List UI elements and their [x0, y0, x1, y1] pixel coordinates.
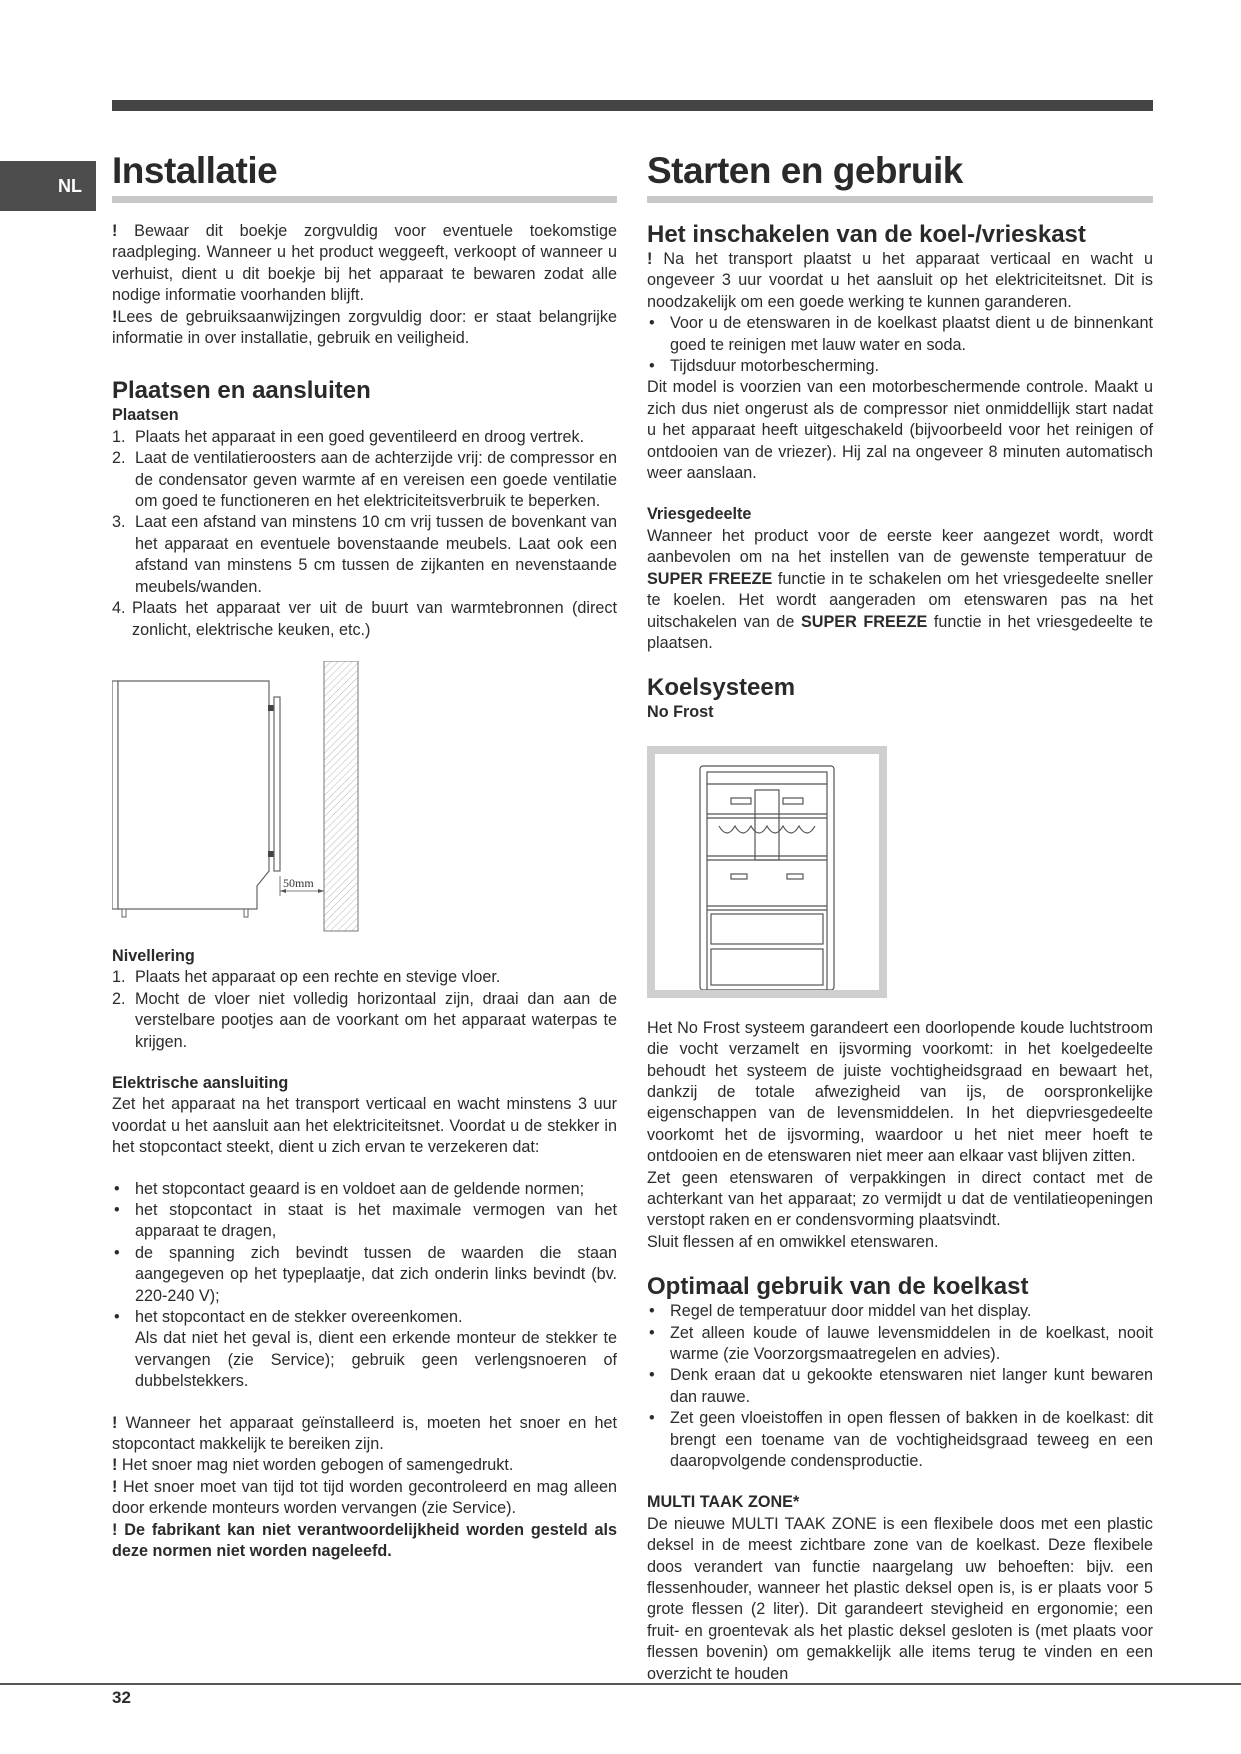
list-item: • het stopcontact geaard is en voldoet aan de geldende normen;	[114, 1179, 585, 1198]
motorbescherming-paragraph: Dit model is voorzien van een motorbeschermende controle. Maakt u zich dus niet ongerust als de compressor niet onmiddellijk start nadat u het apparaat heeft uitgeschakeld (bijvoorbeeld voor het reinigen of ontdooien van de vriezer). Hij zal na ongeveer 8 minuten automatisch weer aanslaan.	[647, 378, 1153, 483]
fridge-interior-illustration	[655, 754, 879, 990]
subheading-plaatsen: Plaatsen	[112, 406, 179, 425]
section-title-installatie: Installatie	[112, 150, 617, 203]
no-frost-paragraph-1: Het No Frost systeem garandeert een doorlopende koude luchtstroom die vocht verzamelt en ijsvorming voorkomt: in het koelgedeelte behoudt het systeem de juiste vochtigheidsgraad en bewaart het, dankzij de totale afwezigheid van ijs, de oorspronkelijke eigenschappen van de levensmiddelen. In het diepvriesgedeelte voorkomt het de ijsvorming, waardoor u het niet meer hoeft te ontdooien en de etenswaren niet meer aan elkaar vast blijven zitten.	[647, 1018, 1153, 1166]
inschakelen-list	[647, 313, 1153, 377]
dimension-label: 50mm	[283, 875, 314, 890]
no-frost-paragraph-3: Sluit flessen af en omwikkel etenswaren.	[647, 1232, 939, 1251]
subheading-elektrische-aansluiting: Elektrische aansluiting	[112, 1073, 289, 1092]
list-item: • de spanning zich bevindt tussen de waarden die staan aangegeven op het typeplaatje, dat zich onderin links bevindt (bv. 220-240 V);	[114, 1243, 617, 1305]
list-item: • Tijdsduur motorbescherming.	[649, 357, 880, 376]
inschakelen-paragraph: ! Na het transport plaatst u het apparaat verticaal en wacht u ongeveer 3 uur voordat u het aansluit op het elektriciteitsnet. Dit is noodzakelijk om een goede werking te kunnen garanderen.	[647, 250, 1154, 311]
warning-1: ! Wanneer het apparaat geïnstalleerd is, moeten het snoer en het stopcontact makkelijk te bereiken zijn.	[112, 1413, 618, 1454]
list-item: • het stopcontact en de stekker overeenkomen.	[114, 1308, 463, 1326]
subheading-no-frost: No Frost	[647, 703, 714, 722]
plaatsen-list	[112, 427, 617, 641]
installation-clearance-diagram	[112, 661, 382, 946]
list-item: • Zet alleen koude of lauwe levensmiddelen in de koelkast, nooit warme (zie Voorzorgsmaatregelen en advies).	[649, 1323, 1153, 1363]
list-item: 1. Plaats het apparaat in een goed geventileerd en droog vertrek.	[112, 427, 585, 446]
no-frost-paragraph-2: Zet geen etenswaren of verpakkingen in direct contact met de achterkant van het apparaat; zo vermijdt u dat de ventilatieopeningen verstopt raken en er condensvorming plaatsvindt.	[647, 1168, 1153, 1230]
warning-4: ! De fabrikant kan niet verantwoordelijkheid worden gesteld als deze normen niet worden nageleefd.	[112, 1520, 617, 1561]
heading-optimaal-gebruik: Optimaal gebruik van de koelkast	[647, 1273, 1029, 1301]
fridge-interior-image	[647, 746, 887, 998]
list-item: 1. Plaats het apparaat op een rechte en stevige vloer.	[112, 968, 501, 987]
section-title-starten: Starten en gebruik	[647, 150, 1153, 203]
warning-mark: !	[112, 307, 118, 326]
list-item: • Denk eraan dat u gekookte etenswaren niet langer kunt bewaren dan rauwe.	[649, 1366, 1153, 1406]
list-item: • Zet geen vloeistoffen in open flessen of bakken in de koelkast: dit brengt een toename van de vochtigheidsgraad teweeg en een daaropvolgende condensproductie.	[649, 1409, 1153, 1471]
top-rule	[112, 100, 1153, 111]
warning-2: ! Het snoer mag niet worden gebogen of samengedrukt.	[112, 1456, 514, 1475]
elektrisch-checklist	[112, 1179, 617, 1329]
list-item: • Voor u de etenswaren in de koelkast plaatst dient u de binnenkant goed te reinigen met lauw water en soda.	[649, 314, 1153, 354]
list-item: 2. Mocht de vloer niet volledig horizontaal zijn, draai dan aan de verstelbare pootjes aan de voorkant om het apparaat waterpas te krijgen.	[112, 989, 617, 1051]
right-column	[647, 150, 1153, 1685]
intro-paragraph-2: !Lees de gebruiksaanwijzingen zorgvuldig door: er staat belangrijke informatie in over installatie, gebruik en veiligheid.	[112, 307, 617, 348]
heading-plaatsen-aansluiten: Plaatsen en aansluiten	[112, 377, 371, 405]
list-item: 2. Laat de ventilatieroosters aan de achterzijde vrij: de compressor en de condensator geven warmte af en vereisen een goede ventilatie om goed te functioneren en het elektriciteitsverbruik te beperken.	[112, 449, 617, 511]
warning-mark: !	[112, 222, 118, 240]
nivellering-list	[112, 967, 617, 1053]
elektrisch-intro: Zet het apparaat na het transport verticaal en wacht minstens 3 uur voordat u het aansluit aan het elektriciteitsnet. Voordat u de stekker in het stopcontact steekt, dient u zich ervan te verzekeren dat:	[112, 1095, 617, 1157]
bottom-rule	[0, 1683, 1241, 1685]
list-item: 3. Laat een afstand van minstens 10 cm vrij tussen de bovenkant van het apparaat en eventuele bovenstaande meubels. Laat ook een afstand van minstens 5 cm tussen de zijkanten en nevenstaande meubels/wanden.	[112, 513, 617, 596]
left-column	[112, 150, 617, 1562]
multi-taak-zone-paragraph: De nieuwe MULTI TAAK ZONE is een flexibele doos met een plastic deksel in de meest zichtbare zone van de koelkast. Deze flexibele doos verandert van functie naargelang uw behoeften: bijv. een flessenhouder, wanneer het plastic deksel open is, is er plaats voor 5 grote flessen (2 liter). Dit garandeert stevigheid en ergonomie; een fruit- en groentevak als het plastic deksel gesloten is (met plaats voor flessen bovenin) om gemakkelijk alle items terug te vinden en een overzicht te houden	[647, 1514, 1153, 1683]
elektrisch-continuation: Als dat niet het geval is, dient een erkende monteur de stekker te vervangen (zie Service); gebruik geen verlengsnoeren of dubbelstekkers.	[135, 1329, 617, 1391]
heading-koelsysteem: Koelsysteem	[647, 674, 796, 702]
list-item: • het stopcontact in staat is het maximale vermogen van het apparaat te dragen,	[114, 1200, 617, 1241]
list-item: • Regel de temperatuur door middel van het display.	[649, 1302, 1032, 1321]
language-tab: NL	[0, 161, 96, 211]
optimaal-gebruik-list	[647, 1301, 1153, 1472]
heading-inschakelen: Het inschakelen van de koel-/vrieskast	[647, 221, 1086, 248]
warning-3: ! Het snoer moet van tijd tot tijd worden gecontroleerd en mag alleen door erkende monteurs worden vervangen (zie Service).	[112, 1477, 617, 1518]
intro-paragraph-1: ! Bewaar dit boekje zorgvuldig voor eventuele toekomstige raadpleging. Wanneer u het product weggeeft, verkoopt of wanneer u verhuist, dient u dit boekje bij het apparaat te bewaren zodat alle nodige informatie voorhanden blijft.	[112, 222, 617, 305]
vriesgedeelte-paragraph: Wanneer het product voor de eerste keer aangezet wordt, wordt aanbevolen om na het instellen van de gewenste temperatuur de SUPER FREEZE functie in te schakelen om het vriesgedeelte sneller te koelen. Het wordt aangeraden om etenswaren pas na het uitschakelen van de SUPER FREEZE functie in het vriesgedeelte te plaatsen.	[647, 526, 1154, 652]
subheading-multi-taak-zone: MULTI TAAK ZONE*	[647, 1493, 800, 1512]
subheading-vriesgedeelte: Vriesgedeelte	[647, 505, 752, 524]
fridge-side-view-illustration	[112, 661, 382, 946]
subheading-nivellering: Nivellering	[112, 946, 195, 965]
page-number: 32	[112, 1688, 131, 1707]
list-item: 4. Plaats het apparaat ver uit de buurt van warmtebronnen (direct zonlicht, elektrische keuken, etc.)	[112, 599, 617, 639]
